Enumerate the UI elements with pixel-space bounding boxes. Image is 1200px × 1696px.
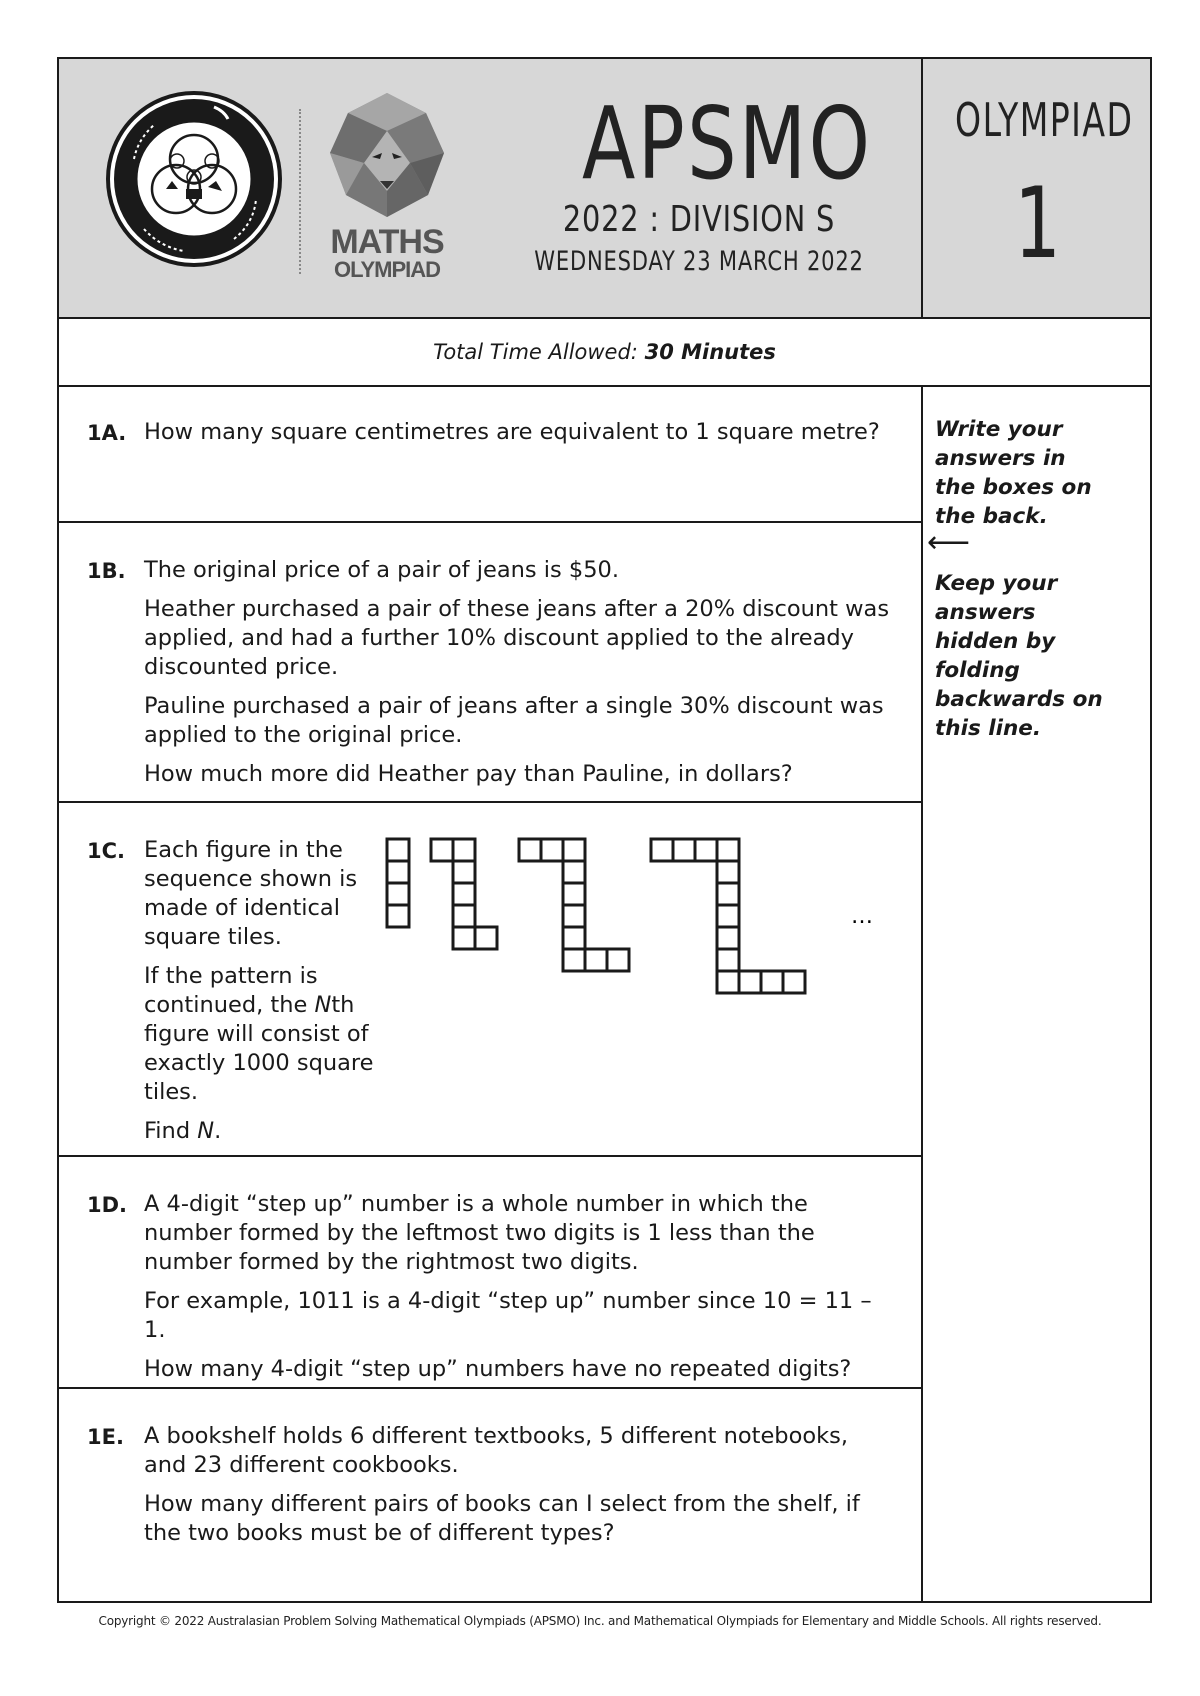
- square-tile: [563, 861, 585, 883]
- square-tile: [563, 905, 585, 927]
- square-tile: [431, 839, 453, 861]
- square-tile: [717, 861, 739, 883]
- square-tile: [563, 883, 585, 905]
- square-tile: [453, 883, 475, 905]
- question-1a: [59, 385, 921, 523]
- question-text: The original price of a pair of jeans is $50.: [144, 557, 619, 583]
- olympiad-number: 1: [1014, 167, 1061, 281]
- question-text: Find N.: [144, 1118, 222, 1144]
- square-tile: [541, 839, 563, 861]
- question-1e: [59, 1389, 921, 1601]
- square-tile: [607, 949, 629, 971]
- square-tile: [739, 971, 761, 993]
- question-1c: [59, 803, 921, 1157]
- apsmo-title: APSMO: [582, 85, 873, 202]
- answer-instructions-column: [921, 385, 1152, 1601]
- question-text: For example, 1011 is a 4-digit “step up” number since 10 = 11 – 1.: [144, 1288, 872, 1343]
- division-label: 2022 : DIVISION S: [562, 199, 836, 240]
- square-tile: [717, 927, 739, 949]
- exam-frame: [57, 57, 1152, 1603]
- square-tile: [651, 839, 673, 861]
- olympiad-box: [921, 59, 1152, 317]
- square-tile: [387, 883, 409, 905]
- question-text: How many square centimetres are equivalent to 1 square metre?: [144, 419, 880, 445]
- square-tile: [453, 905, 475, 927]
- square-tile: [717, 949, 739, 971]
- question-text: How many different pairs of books can I select from the shelf, if the two books must be of different types?: [144, 1491, 860, 1546]
- square-tile: [387, 839, 409, 861]
- lion-logo: [316, 91, 458, 221]
- square-tile: [453, 861, 475, 883]
- square-tile: [717, 839, 739, 861]
- maths-olympiad-wordmark-sub: OLYMPIAD: [333, 257, 441, 282]
- question-text: Heather purchased a pair of these jeans after a 20% discount was applied, and had a further 10% discount applied to the already discounted price.: [144, 596, 890, 680]
- square-tile: [673, 839, 695, 861]
- question-number: 1A.: [87, 421, 127, 445]
- question-number: 1B.: [87, 559, 126, 583]
- time-value: 30 Minutes: [644, 340, 776, 364]
- square-tile: [475, 927, 497, 949]
- question-body: [144, 1190, 895, 1394]
- square-tile: [717, 905, 739, 927]
- copyright-footer: Copyright © 2022 Australasian Problem Solving Mathematical Olympiads (APSMO) Inc. and Mathematical Olympiads for Elementary and Middle Schools. All rights reserved.: [98, 1614, 1102, 1628]
- square-tile: [563, 839, 585, 861]
- square-tile: [563, 949, 585, 971]
- square-tile: [717, 971, 739, 993]
- question-number: 1D.: [87, 1193, 128, 1217]
- question-text: If the pattern is continued, the Nth figure will consist of exactly 1000 square tiles.: [144, 963, 374, 1105]
- question-body: [144, 556, 895, 799]
- question-text: Pauline purchased a pair of jeans after a single 30% discount was applied to the original price.: [144, 693, 884, 748]
- square-tile: [783, 971, 805, 993]
- fold-arrow-icon: ⟵: [927, 525, 971, 560]
- sequence-ellipsis: …: [851, 904, 873, 929]
- fold-note: Keep your answers hidden by folding backwards on this line.: [935, 571, 1103, 741]
- square-tile: [453, 839, 475, 861]
- question-body: [144, 836, 401, 1156]
- square-tile: [585, 949, 607, 971]
- time-allowed: [59, 317, 1150, 387]
- question-text: How much more did Heather pay than Pauline, in dollars?: [144, 761, 793, 787]
- question-number: 1E.: [87, 1425, 124, 1449]
- square-tile: [761, 971, 783, 993]
- question-text: A 4-digit “step up” number is a whole number in which the number formed by the leftmost two digits is 1 less than the number formed by the rightmost two digits.: [144, 1191, 815, 1275]
- square-tile: [387, 905, 409, 927]
- square-tile: [717, 883, 739, 905]
- question-text: Each figure in the sequence shown is made of identical square tiles.: [144, 837, 358, 950]
- question-body: [144, 1422, 895, 1558]
- square-tile: [453, 927, 475, 949]
- question-text: A bookshelf holds 6 different textbooks, 5 different notebooks, and 23 different cookbooks.: [144, 1423, 849, 1478]
- square-tile: [563, 927, 585, 949]
- question-number: 1C.: [87, 839, 126, 863]
- logo-divider: [299, 109, 301, 274]
- square-tile: [695, 839, 717, 861]
- header: [59, 59, 1150, 319]
- question-text: How many 4-digit “step up” numbers have no repeated digits?: [144, 1356, 852, 1382]
- maths-olympiad-wordmark: MATHS: [330, 223, 444, 261]
- question-1b: [59, 523, 921, 803]
- olympiad-label: OLYMPIAD: [955, 93, 1134, 147]
- exam-date: WEDNESDAY 23 MARCH 2022: [534, 246, 864, 277]
- question-body: [144, 418, 895, 457]
- time-label: Total Time Allowed:: [433, 340, 638, 364]
- answer-note: Write your answers in the boxes on the back.: [935, 417, 1092, 529]
- tile-sequence-figure: [379, 835, 899, 1005]
- square-tile: [387, 861, 409, 883]
- question-1d: [59, 1157, 921, 1389]
- apsmo-seal-logo: [104, 89, 284, 269]
- square-tile: [519, 839, 541, 861]
